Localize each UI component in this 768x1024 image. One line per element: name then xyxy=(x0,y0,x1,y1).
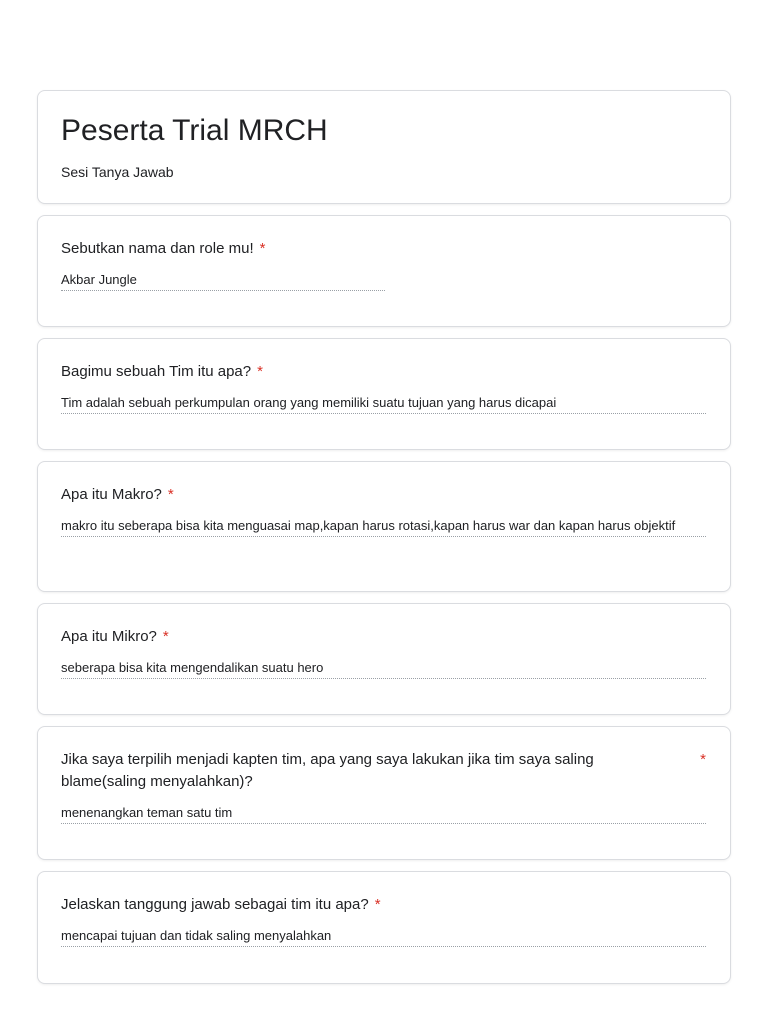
required-asterisk: * xyxy=(259,240,266,257)
form-description: Sesi Tanya Jawab xyxy=(61,164,174,180)
question-title xyxy=(61,626,706,648)
question-title xyxy=(61,484,706,506)
question-title xyxy=(61,894,706,916)
form-header-card xyxy=(37,90,731,204)
answer-field[interactable]: Tim adalah sebuah perkumpulan orang yang memiliki suatu tujuan yang harus dicapai xyxy=(61,394,706,414)
required-asterisk: * xyxy=(374,896,381,913)
answer-field[interactable]: seberapa bisa kita mengendalikan suatu hero xyxy=(61,659,706,679)
question-card-micro xyxy=(37,603,731,715)
required-asterisk: * xyxy=(700,751,706,768)
question-card-team-responsibility xyxy=(37,871,731,984)
question-title xyxy=(61,361,706,383)
question-card-team-meaning xyxy=(37,338,731,450)
question-text: Apa itu Makro? xyxy=(61,486,162,503)
question-text: Jika saya terpilih menjadi kapten tim, apa yang saya lakukan jika tim saya saling blame(saling menyalahkan)? xyxy=(61,751,594,790)
question-title xyxy=(61,749,706,793)
required-asterisk: * xyxy=(162,628,169,645)
answer-field[interactable]: makro itu seberapa bisa kita menguasai map,kapan harus rotasi,kapan harus war dan kapan harus objektif xyxy=(61,517,706,537)
question-text: Apa itu Mikro? xyxy=(61,628,157,645)
required-asterisk: * xyxy=(167,486,174,503)
form-title: Peserta Trial MRCH xyxy=(61,114,328,147)
question-text: Sebutkan nama dan role mu! xyxy=(61,240,254,257)
answer-field[interactable]: mencapai tujuan dan tidak saling menyalahkan xyxy=(61,927,706,947)
required-asterisk: * xyxy=(257,363,263,380)
question-text: Bagimu sebuah Tim itu apa? xyxy=(61,363,252,380)
answer-field[interactable]: Akbar Jungle xyxy=(61,271,385,291)
question-title xyxy=(61,238,706,260)
question-card-captain-blame xyxy=(37,726,731,860)
answer-field[interactable]: menenangkan teman satu tim xyxy=(61,804,706,824)
question-text: Jelaskan tanggung jawab sebagai tim itu apa? xyxy=(61,896,369,913)
question-card-name-role xyxy=(37,215,731,327)
question-card-macro xyxy=(37,461,731,592)
